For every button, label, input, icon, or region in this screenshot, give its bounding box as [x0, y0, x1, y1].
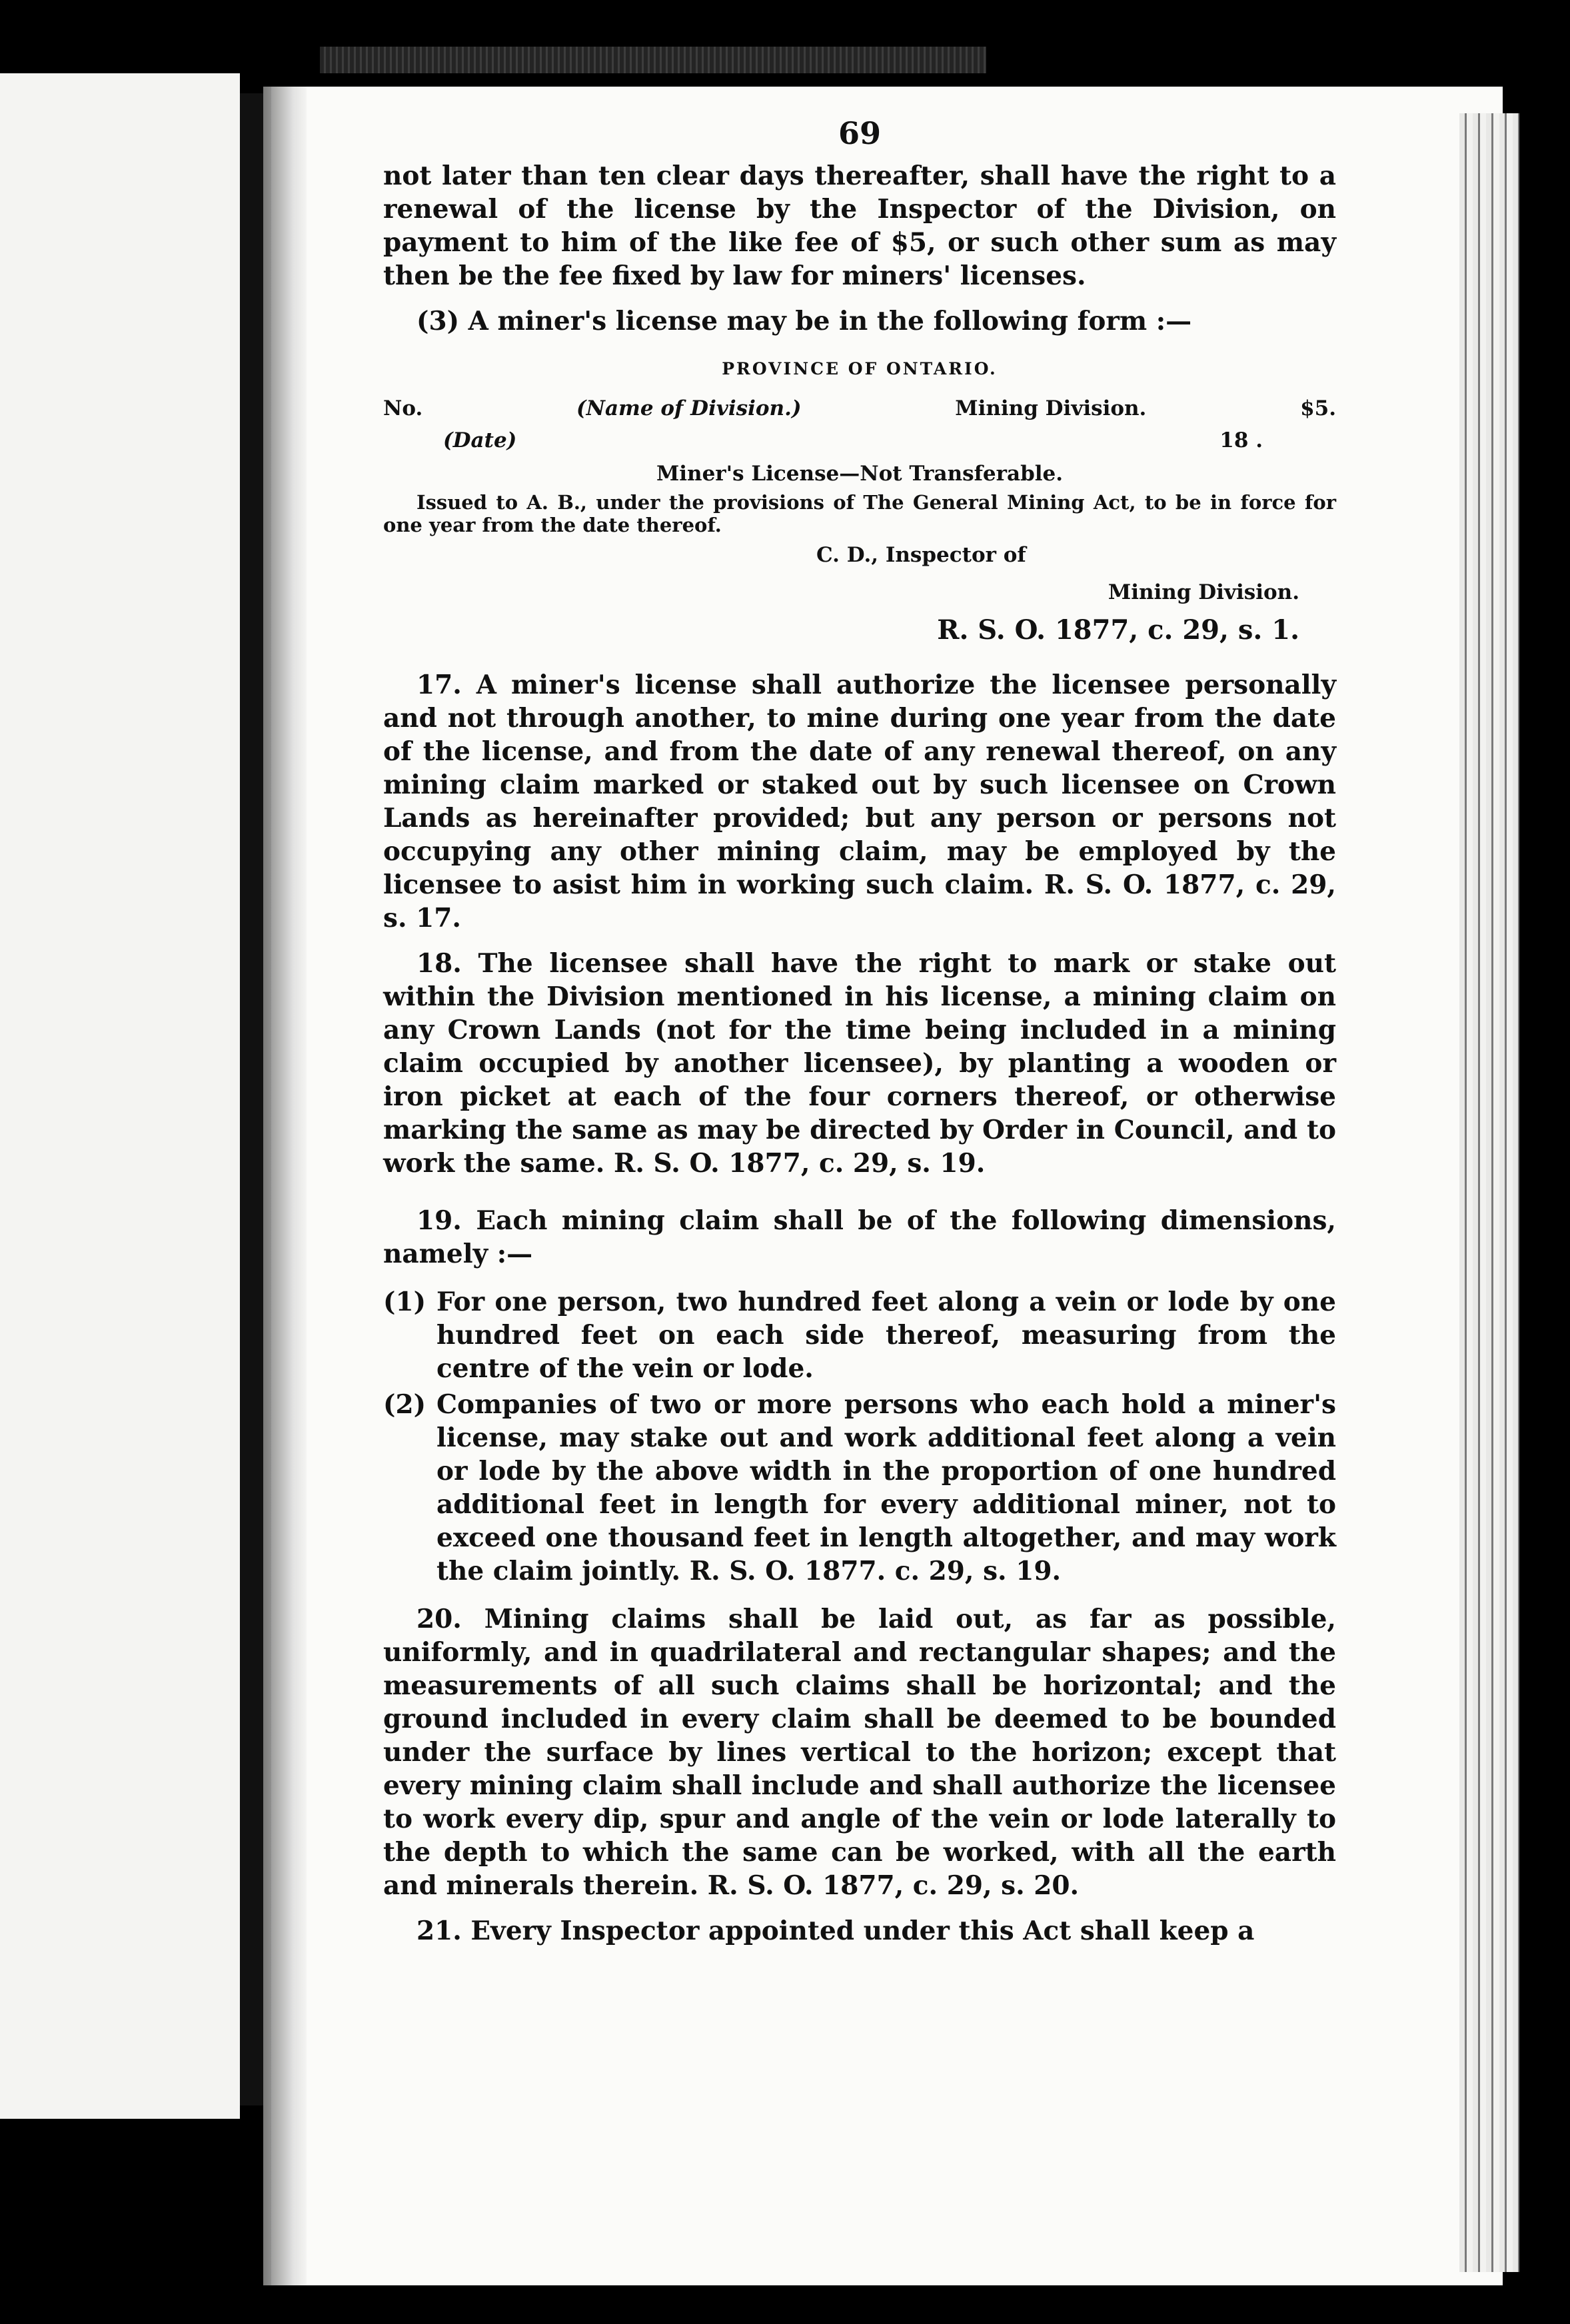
form-no-label: No. — [383, 396, 423, 420]
section-19-item — [383, 1285, 1336, 1385]
page-number: 69 — [838, 115, 881, 151]
page-spine-shadow — [263, 87, 307, 2285]
item-number: (2) — [383, 1389, 426, 1420]
form-mining-division: Mining Division. — [955, 396, 1147, 420]
scan-edge-strip — [320, 47, 986, 73]
section-21: 21. Every Inspector appointed under this Act shall keep a — [416, 1916, 1255, 1946]
form-title: Miner's License—Not Transferable. — [656, 462, 1064, 486]
form-date: (Date) — [443, 428, 517, 452]
facing-page — [0, 73, 240, 2119]
section-19-item — [383, 1388, 1336, 1588]
form-inspector: C. D., Inspector of — [816, 543, 1026, 567]
form-signature — [383, 536, 1336, 611]
section-17: 17. A miner's license shall authorize the licensee personally and not through another, to mine during one year from the date of the license, and from the date of any renewal thereof, on any mining claim marked or staked out by such licensee on Crown Lands as hereinafter provided; but any person or persons not occupying any other mining claim, may be employed by the licensee to asist him in working such claim. R. S. O. 1877, c. 29, s. 17. — [383, 670, 1336, 933]
item-number: (1) — [383, 1287, 426, 1317]
form-division-name: (Name of Division.) — [576, 396, 802, 420]
item-text: For one person, two hundred feet along a vein or lode by one hundred feet on each side thereof, measuring from the centre of the vein or lode. — [436, 1287, 1336, 1384]
page-edges — [1459, 113, 1519, 2272]
scan-background — [1519, 113, 1570, 2324]
form-issued-text: Issued to A. B., under the provisions of The General Mining Act, to be in force for one year from the date thereof. — [383, 491, 1336, 536]
section-19: 19. Each mining claim shall be of the following dimensions, namely :— — [383, 1205, 1336, 1269]
form-intro: (3) A miner's license may be in the following form :— — [416, 306, 1192, 336]
form-fee: $5. — [1300, 396, 1336, 420]
form-date-row — [383, 424, 1336, 456]
paragraph-continued: not later than ten clear days thereafter, shall have the right to a renewal of the license by the Inspector of the Division, on payment to him of the like fee of $5, or such other sum as may then be the fee fixed by law for miners' licenses. — [383, 161, 1336, 291]
form-number-row — [383, 392, 1336, 424]
form-inspector-division: Mining Division. — [1108, 580, 1299, 604]
form-province: PROVINCE OF ONTARIO. — [722, 359, 998, 378]
page-text — [383, 117, 1336, 1948]
item-text: Companies of two or more persons who each hold a miner's license, may stake out and work additional feet along a vein or lode by the above width in the proportion of one hundred additional feet in length for every additional miner, not to exceed one thousand feet in length altogether, and may work the claim jointly. R. S. O. 1877. c. 29, s. 19. — [436, 1389, 1336, 1586]
section-18: 18. The licensee shall have the right to mark or stake out within the Division mentioned in his license, a mining claim on any Crown Lands (not for the time being included in a mining claim occupied by another licensee), by planting a wooden or iron picket at each of the four corners thereof, or otherwise marking the same as may be directed by Order in Council, and to work the same. R. S. O. 1877, c. 29, s. 19. — [383, 948, 1336, 1179]
section-20: 20. Mining claims shall be laid out, as far as possible, uniformly, and in quadrilateral and rectangular shapes; and the measurements of all such claims shall be horizontal; and the ground included in every claim shall be deemed to be bounded under the surface by lines vertical to the horizon; except that every mining claim shall include and shall authorize the licensee to work every dip, spur and angle of the vein or lode laterally to the depth to which the same can be worked, with all the earth and minerals therein. R. S. O. 1877, c. 29, s. 20. — [383, 1604, 1336, 1901]
form-statute-citation: R. S. O. 1877, c. 29, s. 1. — [937, 614, 1299, 646]
form-year: 18 . — [1219, 428, 1263, 452]
